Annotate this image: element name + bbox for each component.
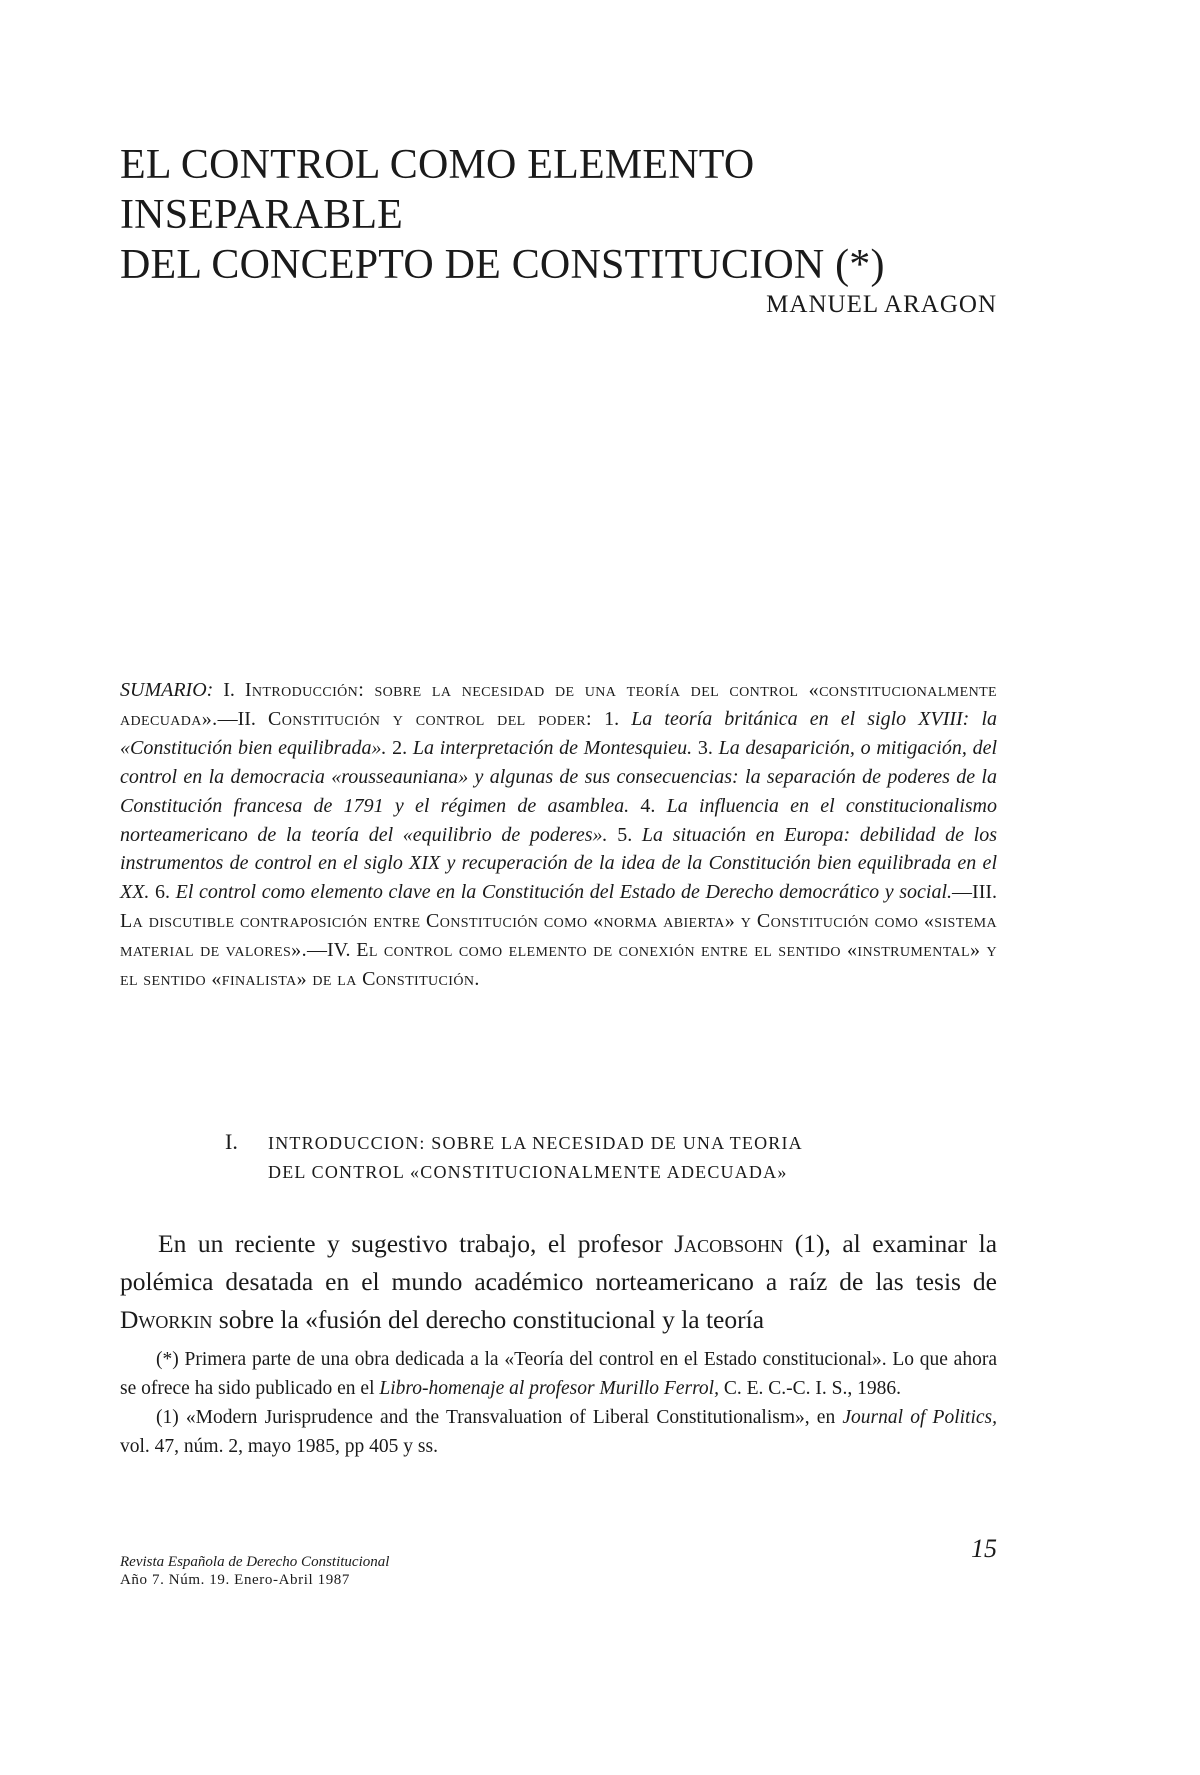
journal-name: Revista Española de Derecho Constitucional (120, 1554, 390, 1570)
author-name: MANUEL ARAGON (766, 291, 997, 318)
body-text (120, 1225, 997, 1339)
footnote-title: Journal of Politics, (842, 1407, 997, 1428)
summary-subsection: El control como elemento clave en la Constitución del Estado de Derecho democrático y social. (175, 881, 953, 904)
title-line-1: EL CONTROL COMO ELEMENTO INSEPARABLE (120, 142, 755, 238)
summary-section-title: Introducción: sobre la necesidad de una teoría del control «constitucionalmente adecuada». (120, 679, 997, 730)
summary-part: 1. (591, 707, 632, 730)
footnotes (120, 1345, 997, 1461)
footnote-text: C. E. C.-C. I. S., 1986. (718, 1378, 901, 1399)
body-text-run: sobre la «fusión del derecho constitucional y la teoría (212, 1305, 765, 1334)
summary-part: —III. (952, 881, 998, 904)
summary-part: 6. (149, 881, 176, 904)
summary-subsection: La influencia en el constitucionalismo norteamericano de la teoría del «equilibrio de poderes». (120, 794, 997, 846)
summary-subsection: La teoría británica en el siglo XVIII: la «Constitución bien equilibrada». (120, 707, 998, 759)
summary-label: SUMARIO: (120, 679, 214, 701)
summary-subsection: La desaparición, o mitigación, del control en la democracia «rousseauniana» y algunas de sus consecuencias: la separación de poderes de la Constitución francesa de 1791 y el régimen de asamblea. (120, 736, 998, 817)
journal-issue: Año 7. Núm. 19. Enero-Abril 1987 (120, 1572, 351, 1588)
summary-part: 2. (386, 736, 413, 759)
summary-subsection: La interpretación de Montesquieu. (412, 736, 693, 759)
summary-block (120, 676, 997, 994)
summary-part: 4. (629, 794, 667, 817)
summary-section-title: La discutible contraposición entre Constitución como «norma abierta» y Constitución como «sistema material de valores». (120, 910, 997, 962)
summary-part: —II. (217, 707, 268, 730)
body-paragraph (120, 1225, 997, 1339)
section-title-line-2: DEL CONTROL «CONSTITUCIONALMENTE ADECUADA» (268, 1162, 788, 1182)
article-title (120, 140, 1020, 290)
footnote-text: (*) Primera parte de una obra dedicada a la «Teoría del control en el Estado constitucional». Lo que ahora se ofrece ha sido publicado en el (120, 1349, 997, 1399)
summary-section-title: Constitución y control del poder: (268, 707, 592, 730)
summary-part: 5. (607, 823, 642, 846)
footnote-title: Libro-homenaje al profesor Murillo Ferrol, (379, 1378, 719, 1399)
body-text-run: (1), al examinar la polémica desatada en el mundo académico norteamericano a raíz de las tesis de (120, 1229, 998, 1296)
title-line-2: DEL CONCEPTO DE CONSTITUCION (*) (120, 242, 885, 288)
summary-section-title: El control como elemento de conexión entre el sentido «instrumental» y el sentido «finalista» de la Constitución. (120, 939, 998, 991)
author-citation: Jacobsohn (674, 1229, 784, 1258)
body-text-run: En un reciente y sugestivo trabajo, el profesor (158, 1229, 675, 1258)
section-number: I. (225, 1129, 238, 1154)
author-citation: Dworkin (120, 1305, 213, 1334)
footnote-text: (1) «Modern Jurisprudence and the Transvaluation of Liberal Constitutionalism», en (156, 1407, 843, 1428)
summary-subsection: La situación en Europa: debilidad de los instrumentos de control en el siglo XIX y recuperación de la idea de la Constitución bien equilibrada en el XX. (120, 823, 997, 904)
summary-part: —IV. (307, 939, 357, 962)
footnote-1 (120, 1403, 997, 1461)
journal-info (120, 1553, 389, 1589)
footnote-text: vol. 47, núm. 2, mayo 1985, pp 405 y ss. (120, 1436, 438, 1457)
summary-part: 3. (692, 736, 719, 759)
footnote-star (120, 1345, 997, 1403)
summary-part: I. (213, 679, 245, 701)
section-heading (225, 1127, 1025, 1187)
section-title-line-1: INTRODUCCION: SOBRE LA NECESIDAD DE UNA TEORIA (268, 1133, 803, 1153)
page-number: 15 (971, 1534, 997, 1563)
